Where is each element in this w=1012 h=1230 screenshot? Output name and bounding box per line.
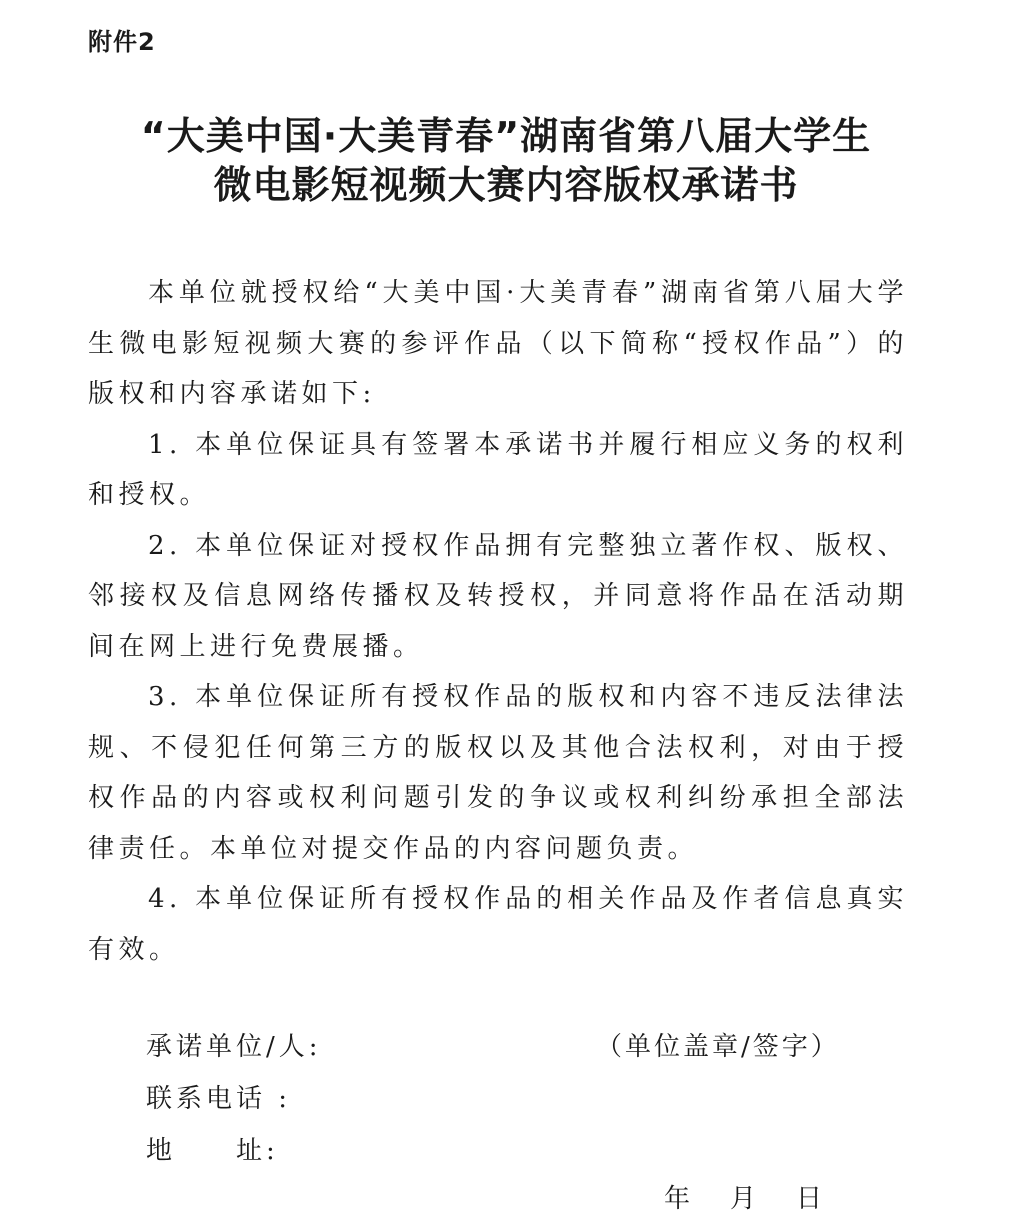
date-day: 日 [796, 1184, 823, 1214]
clause-1: 1. 本单位保证具有签署本承诺书并履行相应义务的权利和授权。 [88, 429, 908, 510]
address-label: 地 址: [146, 1136, 279, 1166]
clause-2: 2. 本单位保证对授权作品拥有完整独立著作权、版权、邻接权及信息网络传播权及转授权，并同意将作品在活动期间在网上进行免费展播。 [88, 530, 908, 662]
document-title-line-2: 微电影短视频大赛内容版权承诺书 [213, 163, 799, 207]
date-line [664, 1178, 862, 1215]
clause-4: 4. 本单位保证所有授权作品的相关作品及作者信息真实有效。 [88, 884, 908, 965]
intro-paragraph: 本单位就授权给“大美中国·大美青春”湖南省第八届大学生微电影短视频大赛的参评作品（以下简称“授权作品”）的版权和内容承诺如下: [88, 278, 908, 409]
attachment-label: 附件2 [88, 28, 156, 56]
date-month: 月 [730, 1184, 757, 1214]
document-body [88, 268, 908, 975]
document-title-line-1: “大美中国·大美青春”湖南省第八届大学生 [140, 114, 872, 158]
phone-label: 联系电话 : [146, 1084, 292, 1114]
date-year: 年 [664, 1184, 691, 1214]
clause-3: 3. 本单位保证所有授权作品的版权和内容不违反法律法规、不侵犯任何第三方的版权以及其他合法权利，对由于授权作品的内容或权利问题引发的争议或权利纠纷承担全部法律责任。本单位对提交作品的内容问题负责。 [88, 682, 908, 864]
signatory-label: 承诺单位/人: [146, 1032, 322, 1062]
seal-signature-note: （单位盖章/签字） [596, 1032, 840, 1062]
